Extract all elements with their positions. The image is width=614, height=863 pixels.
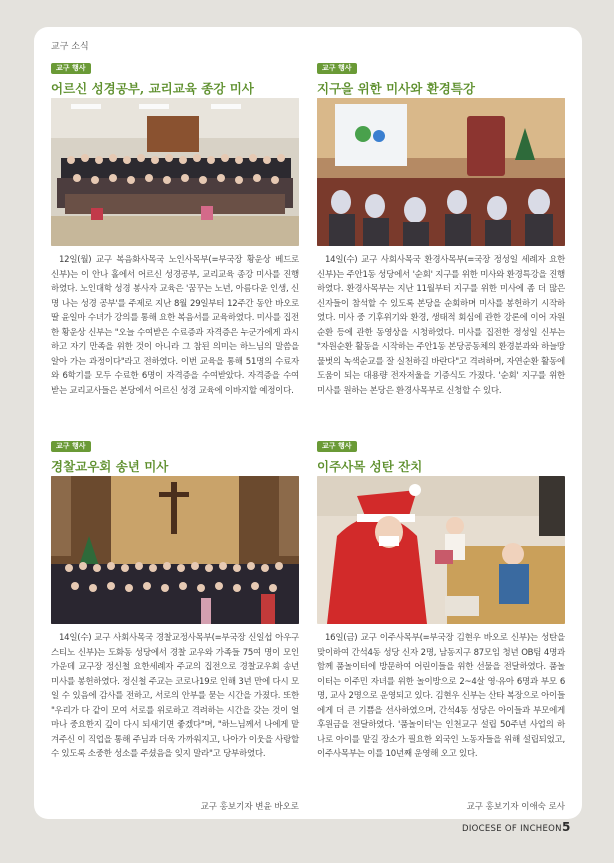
page-number: 5 bbox=[562, 820, 571, 834]
article-3-badge: 교구 행사 bbox=[51, 441, 91, 452]
article-1-title: 어르신 성경공부, 교리교육 종강 미사 bbox=[51, 81, 254, 96]
article-3-title: 경찰교우회 송년 미사 bbox=[51, 459, 169, 474]
article-1-photo bbox=[51, 98, 299, 246]
section-label: 교구 소식 bbox=[51, 42, 89, 52]
article-3-body: 14일(수) 교구 사회사목국 경찰교정사목부(=부국장 신일섭 아우구스티노 신부)는 도화동 성당에서 경찰 교우와 가족들 75여 명이 모인 가운데 교구장 정신철 요한세례자 주교의 집전으로 경찰교우회 송년 미사를 봉헌하였다. 정신철 주교는 코로나19로 인해 3년 만에 다시 모일 수 있음에 감사를 전하고, 서로의 안부를 묻는 시간을 가졌다. 또한 "우리가 다 같이 모여 서로를 위로하고 격려하는 시간을 갖는 것이 얼마나 중요한지 깊이 다시 되새기면 좋겠다"며, "하느님께서 나에게 맡겨주신 이 직업을 통해 주님과 더욱 가까워지고, 나아가 이웃을 사랑할 수 있도록 소중한 성소를 주셨음을 잊지 말라"고 당부하였다. bbox=[51, 633, 299, 759]
article-2-photo bbox=[317, 98, 565, 246]
article-4-body: 16일(금) 교구 이주사목부(=부국장 김현우 바오로 신부)는 성탄을 맞이하여 간석4동 성당 신자 2명, 남동지구 87모임 청년 OB팀 4명과 함께 품놀이터에 방문하여 어린이들을 위한 선물을 전달하였다. 품놀이터는 이주민 자녀를 위한 놀이방으로 2~4살 영·유아 6명과 부모 6명, 교사 2명으로 운영되고 있다. 김현우 신부는 산타 복장으로 아이들에게 더 큰 기쁨을 선사하였으며, 간석4동 성당은 아이들과 부모에게 후원금을 전달하였다. '품놀이터'는 인천교구 설립 50주년 사업의 하나로 아이를 맡길 장소가 필요한 외국인 노동자들을 위해 설립되었고, 이주사목부는 이를 10년째 운영해 오고 있다. bbox=[317, 633, 565, 759]
article-4-badge: 교구 행사 bbox=[317, 441, 357, 452]
article-1-body: 12일(월) 교구 복음화사목국 노인사목부(=부국장 황운상 베드로 신부)는 이 안나 홀에서 어르신 성경공부, 교리교육 종강 미사를 진행하였다. 노인대학 성경 봉사자 교육은 '꿈꾸는 노년, 아름다운 인생, 신명 나는 성경 공부'를 주제로 지난 8월 29일부터 12주간 동안 바오로딸 윤일마 수녀가 강의를 통해 요한 복음서를 교육하였다. 미사를 집전한 황운상 신부는 "오늘 수여받은 수료증과 자격증은 누군가에게 과시하고 자기 만족을 위한 것이 아니라 그 참된 의미는 하느님의 말씀을 알아 가는 과정이다"라고 전하였다. 이번 교육을 통해 51명의 수료자와 6학기를 모두 수료한 6명이 자격증을 수여받았다. 자격증을 수여 받는 교리교사들은 본당에서 어르신 성경 교육에 이바지할 예정이다. bbox=[51, 255, 299, 396]
article-3-photo bbox=[51, 476, 299, 624]
article-4-title: 이주사목 성탄 잔치 bbox=[317, 459, 423, 474]
article-1-badge: 교구 행사 bbox=[51, 63, 91, 74]
article-3-credit: 교구 홍보기자 변윤 바오로 bbox=[200, 802, 299, 812]
article-4-credit: 교구 홍보기자 이애숙 로사 bbox=[466, 802, 565, 812]
article-4-photo bbox=[317, 476, 565, 624]
footer-diocese: DIOCESE OF INCHEON bbox=[462, 824, 562, 834]
article-2-body: 14일(수) 교구 사회사목국 환경사목부(=국장 정성일 세례자 요한 신부)는 주안1동 성당에서 '순회' 지구를 위한 미사와 환경특강을 진행하였다. 환경사목부는 지난 11월부터 지구를 위한 미사에 좀 더 많은 신자들이 참석할 수 있도록 본당을 순회하며 미사를 봉헌하기 시작하였다. 미사 중 기후위기와 환경, 생태적 회심에 관한 강론에 이어 자원 순환 등에 관한 동영상을 시청하였다. 미사를 집전한 정성일 신부는 "자원순환 활동을 시작하는 주안1동 본당공동체의 환경분과와 하늘땅물벗의 녹색순교를 잘 실천하길 바란다"고 격려하며, 자연순환 활동에 도움이 되는 대용량 전자저울을 기증식도 가졌다. '순회' 지구를 위한 미사를 원하는 본당은 환경사목부로 신청할 수 있다. bbox=[317, 255, 565, 396]
article-2-badge: 교구 행사 bbox=[317, 63, 357, 74]
article-2-title: 지구을 위한 미사와 환경특강 bbox=[317, 81, 475, 96]
